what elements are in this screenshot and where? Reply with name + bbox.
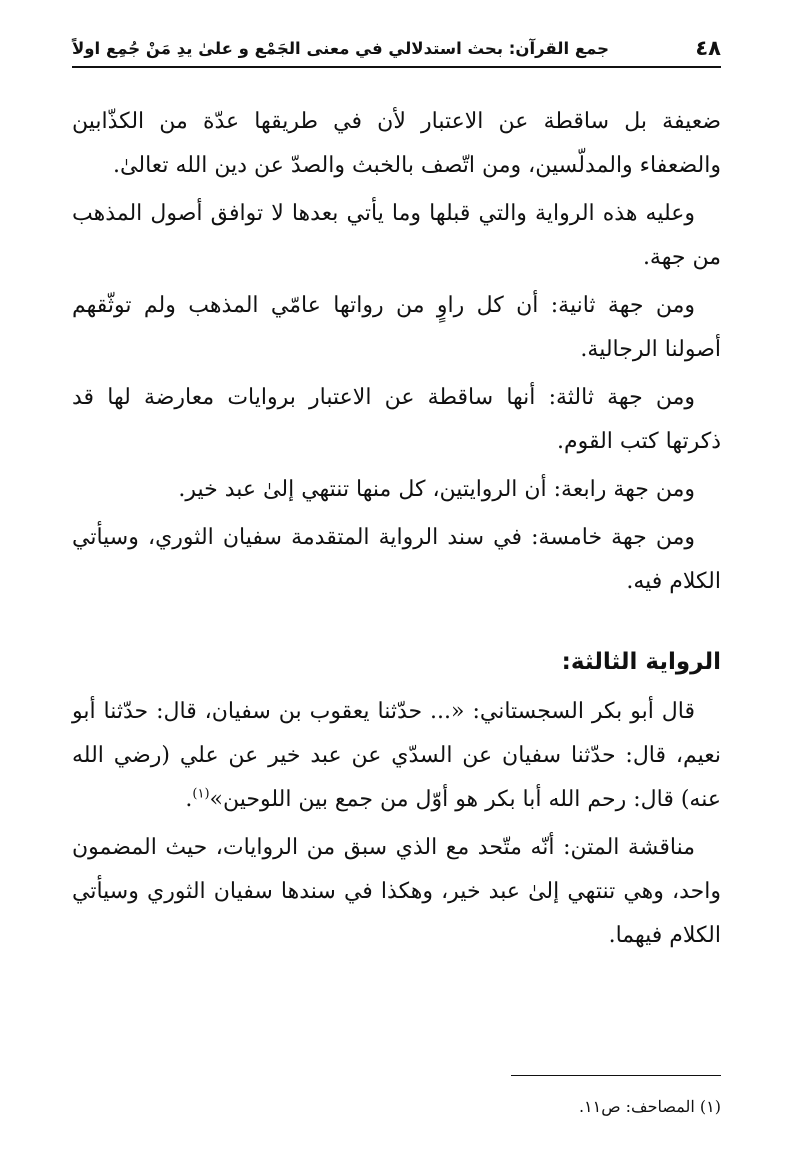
paragraph-5: ومن جهة رابعة: أن الروايتين، كل منها تنتهي إلىٰ عبد خير.: [178, 477, 695, 502]
paragraph-4: ومن جهة ثالثة: أنها ساقطة عن الاعتبار بروايات معارضة لها قد ذكرتها كتب القوم.: [72, 385, 721, 454]
section-heading: الرواية الثالثة:: [561, 649, 721, 675]
footnote-reference[interactable]: (١): [192, 786, 210, 802]
paragraph-1: ضعيفة بل ساقطة عن الاعتبار لأن في طريقها عدّة من الكذّابين والضعفاء والمدلّسين، ومن اتّصف بالخبث والصدّ عن دين الله تعالىٰ.: [72, 109, 721, 178]
page-number: ٤٨: [695, 36, 721, 60]
running-title: جمع القرآن: بحث استدلالي في معنى الجَمْع و علىٰ يدِ مَنْ جُمِع اولاً: [72, 38, 610, 58]
quote-text: قال أبو بكر السجستاني: «... حدّثنا يعقوب بن سفيان، قال: حدّثنا أبو نعيم، قال: حدّثنا سفيان عن السدّي عن عبد خير عن علي (رضي الله عنه) قال: رحم الله أبا بكر هو أوّل من جمع بين اللوحين»: [72, 699, 721, 812]
body-text: [72, 100, 721, 962]
paragraph-3: ومن جهة ثانية: أن كل راوٍ من رواتها عامّي المذهب ولم توثّقهم أصولنا الرجالية.: [72, 293, 721, 362]
paragraph-2: وعليه هذه الرواية والتي قبلها وما يأتي بعدها لا توافق أصول المذهب من جهة.: [72, 201, 721, 270]
paragraph-6: ومن جهة خامسة: في سند الرواية المتقدمة سفيان الثوري، وسيأتي الكلام فيه.: [72, 525, 721, 594]
footnote-divider: [511, 1075, 721, 1076]
running-header: [72, 30, 721, 68]
quote-paragraph: [72, 690, 721, 822]
discussion-paragraph: مناقشة المتن: أنّه متّحد مع الذي سبق من الروايات، حيث المضمون واحد، وهي تنتهي إلىٰ عبد خير، وهكذا في سندها سفيان الثوري وسيأتي الكلام فيهما.: [72, 835, 721, 948]
footnote: (١) المصاحف: ص١١.: [578, 1097, 721, 1116]
quote-end: .: [185, 787, 193, 812]
